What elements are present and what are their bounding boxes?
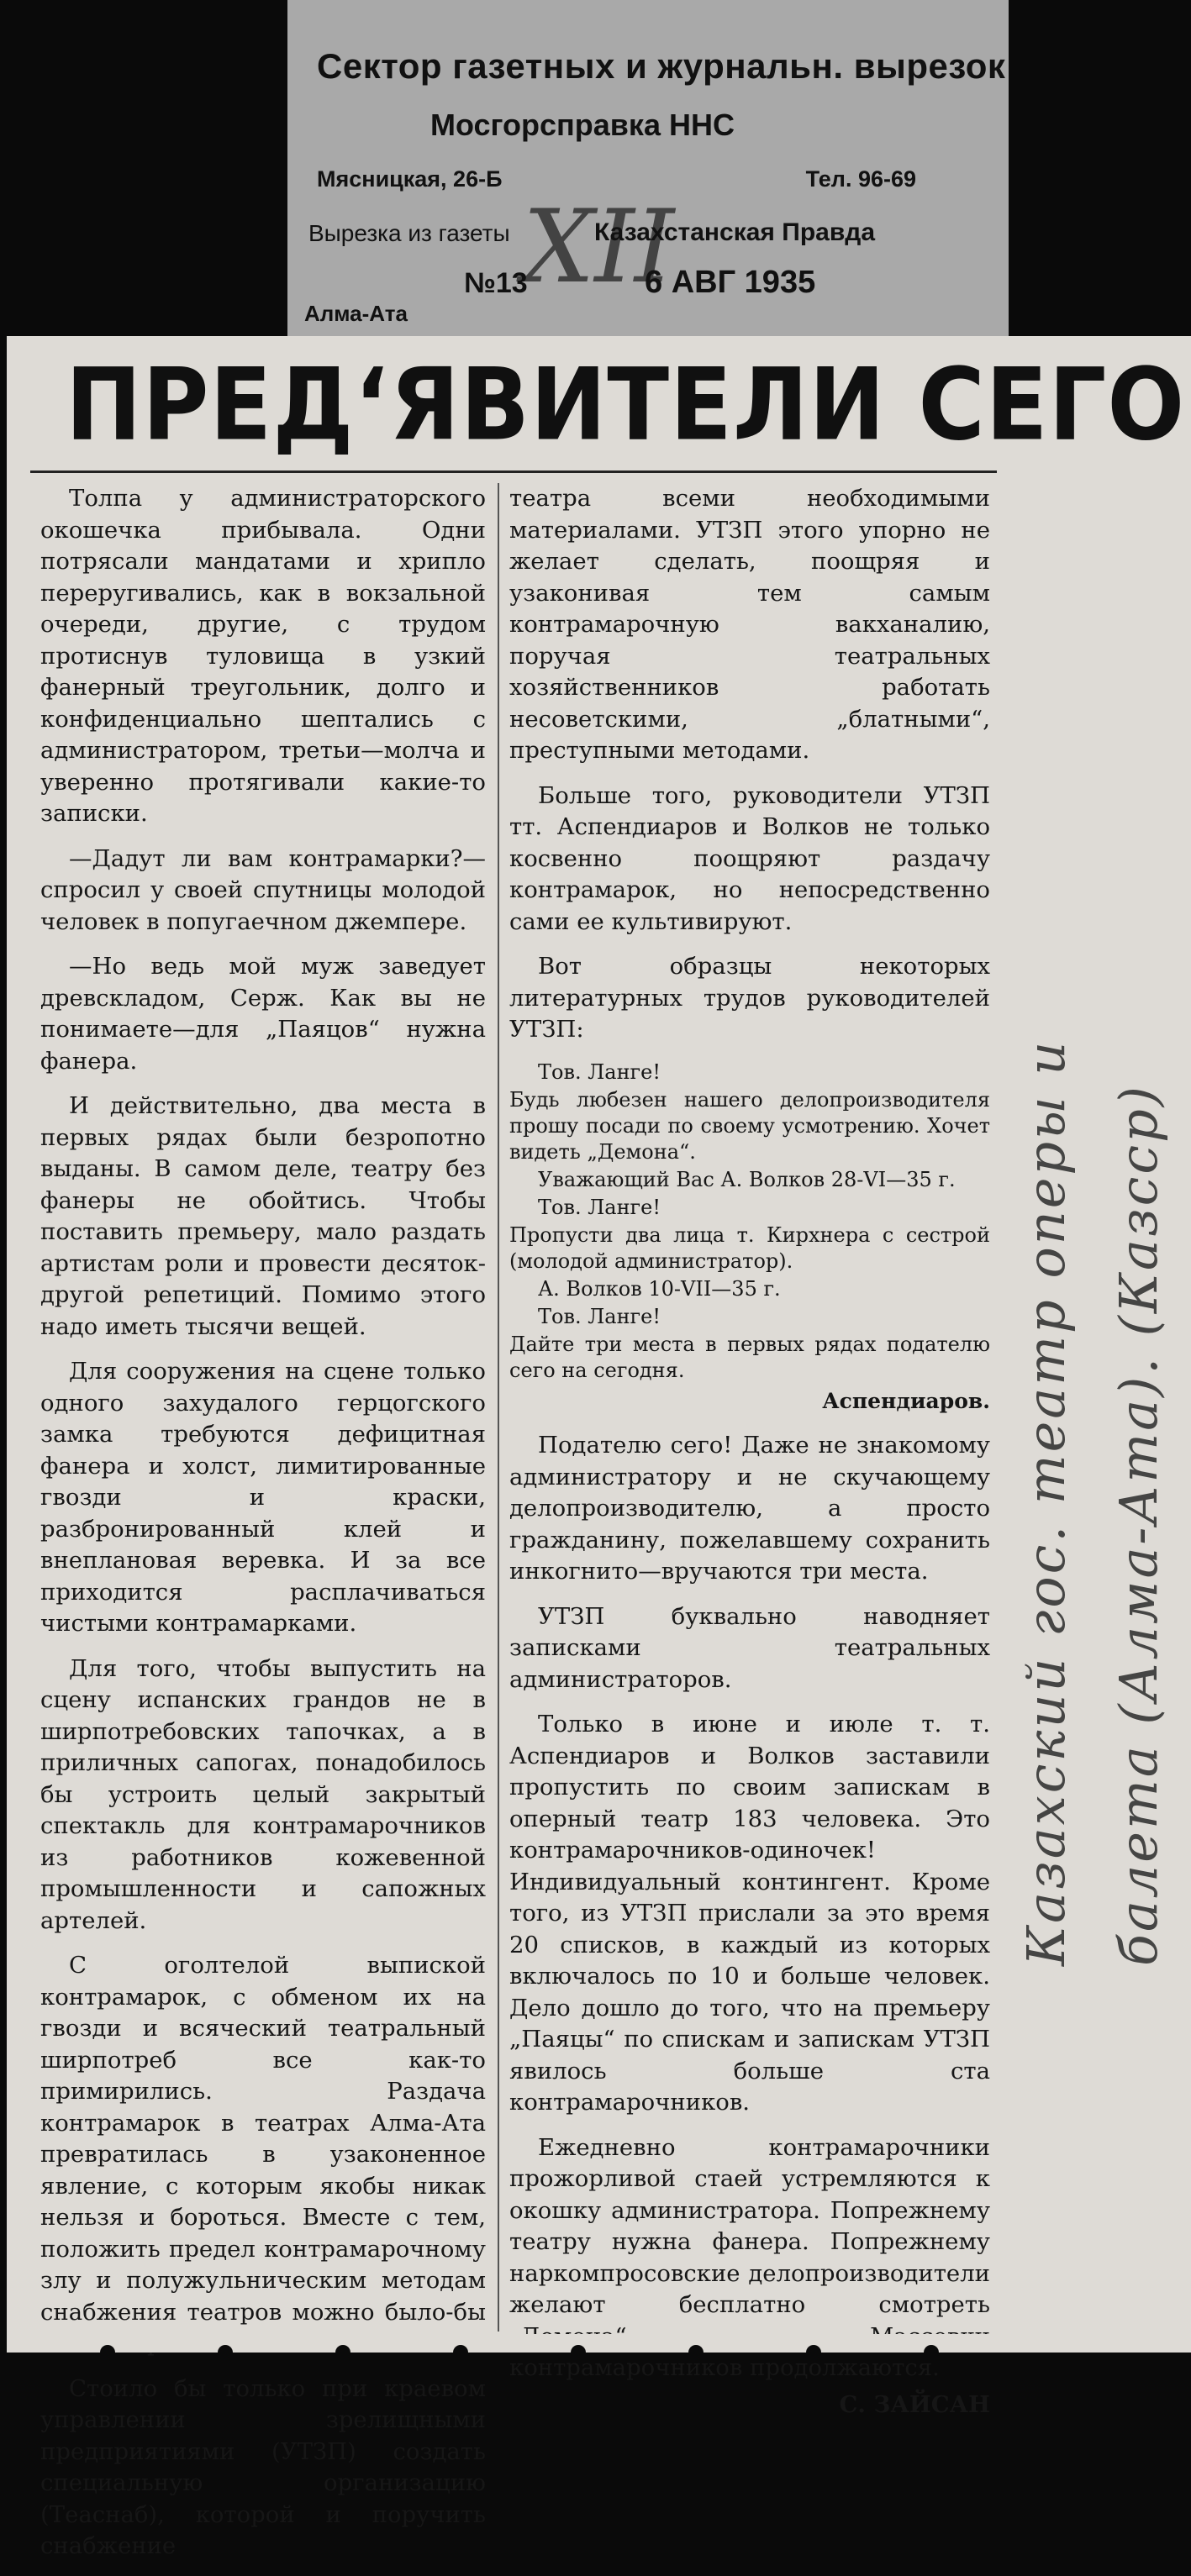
paragraph: Только в июне и июле т. т. Аспендиаров и Волков заставили пропустить по своим запискам в оперный театр 183 человека. Это контрамарочников-одиночек! Индивидуальный контингент. Кроме того, из УТЗП прислали за это время 20 списков, в каждый из которых включалось по 10 и больше человек. Дело дошло до того, что на премьеру „Паяцы“ по спискам и запискам УТЗП явилось больше ста контрамарочников. <box>509 1711 990 2116</box>
note-salutation: Тов. Ланге! <box>538 1304 661 1328</box>
stamp-date: 6 АВГ 1935 <box>645 265 816 300</box>
note-signature: А. Волков 10-VII—35 г. <box>538 1276 781 1301</box>
handwritten-margin-note: Казахский гос. театр оперы и балета (Алма-Ата). (Казсср) <box>1015 1038 1169 1966</box>
note-signature: Уважающий Вас А. Волков 28-VI—35 г. <box>538 1167 956 1191</box>
paragraph: УТЗП буквально наводняет записками театральных администраторов. <box>509 1602 990 1693</box>
stamp-phone: Тел. 96-69 <box>805 166 916 192</box>
note-body: Пропусти два лица т. Кирхнера с сестрой (молодой администратор). <box>509 1222 990 1273</box>
newspaper-clipping <box>7 336 1191 2559</box>
article-column-1 <box>40 483 486 2576</box>
paragraph: Вот образцы некоторых литературных трудов руководителей УТЗП: <box>509 953 990 1043</box>
stamp-agency: Мосгорсправка ННС <box>430 108 735 142</box>
archive-stamp <box>287 0 1009 336</box>
perforation-edge <box>7 2334 1191 2353</box>
paragraph: Толпа у администраторского окошечка прибывала. Одни потрясали мандатами и хрипло переругивались, как в вокзальной очереди, другие, с трудом протиснув туловища в узкий фанерный треугольник, долго и конфиденциально шептались с администратором, третьи—молча и уверенно протягивали какие-то записки. <box>40 485 486 827</box>
paragraph: Ежедневно контрамарочники прожорливой стаей устремляются к окошку администратора. Попрежнему театру нужна фанера. Попрежнему наркомпросовские делопроизводители желают бесплатно смотреть контрамарочников продолжаются. <box>509 2133 990 2381</box>
stamp-address: Мясницкая, 26-Б <box>317 166 503 192</box>
paragraph: Для того, чтобы выпустить на сцену испанских грандов не в ширпотребовских тапочках, а в приличных сапогах, понадобилось бы устроить целый закрытый спектакль для контрамарочников из работников кожевенной промышленности и сапожных артелей. <box>40 1654 486 1934</box>
stamp-handwritten-mark: XII <box>523 189 675 306</box>
note-body: Дайте три места в первых рядах подателю сего на сегодня. <box>509 1332 990 1382</box>
paragraph: Подателю сего! Даже не знакомому администратору и не скучающему делопроизводителю, а просто гражданину, пожелавшему сохранить инкогнито—вручаются три места. <box>509 1432 990 1585</box>
column-divider <box>498 483 499 2332</box>
headline-rule <box>30 471 997 473</box>
paragraph: —Но ведь мой муж заведует древскладом, Серж. Как вы не понимаете—для „Паяцов“ нужна фанера. <box>40 953 486 1075</box>
paragraph: театра всеми необходимыми материалами. УТЗП этого упорно не желает сделать, поощряя и узаконивая тем самым контрамарочную вакханалию, поручая театральных хозяйственников работать несоветскими, „блатными“, преступными методами. <box>509 485 990 764</box>
author-signature: С. ЗАЙСАН <box>839 2390 990 2418</box>
stamp-issue-number: №13 <box>464 267 528 299</box>
paragraph: Больше того, руководители УТЗП тт. Аспендиаров и Волков не только косвенно поощряют раздачу контрамарок, но непосредственно сами ее культивируют. <box>509 781 990 935</box>
paragraph: Стоило бы только при краевом управлении зрелищными предприятиями (УТЗП) создать специальную организацию (Теаснаб), которой и поручить снабжение <box>40 2374 486 2559</box>
note-body: Будь любезен нашего делопроизводителя прошу посади по своему усмотрению. Хочет видеть „Демона“. <box>509 1087 990 1164</box>
paragraph: С оголтелой выпиской контрамарок, с обменом их на гвозди и всяческий театральный ширпотреб все как-то примирились. Раздача контрамарок в театрах Алма-Ата превратилась в узаконенное явление, с которым якобы никак нельзя и бороться. Вместе с тем, положить предел контрамарочному злу и полужульническим методам снабжения театров можно было-бы <box>40 1952 486 2326</box>
note-salutation: Тов. Ланге! <box>538 1195 661 1219</box>
stamp-sector-title: Сектор газетных и журнальн. вырезок <box>317 46 1006 86</box>
paragraph: —Дадут ли вам контрамарки?— спросил у своей спутницы молодой человек в попугаечном джемпере. <box>40 844 486 935</box>
stamp-cut-label: Вырезка из газеты <box>308 220 510 246</box>
article-headline: ПРЕДʻЯВИТЕЛИ СЕГО <box>66 347 1186 464</box>
note-salutation: Тов. Ланге! <box>538 1059 661 1084</box>
stamp-newspaper-name: Казахстанская Правда <box>594 218 876 246</box>
note-signature: Аспендиаров. <box>822 1388 990 1413</box>
stamp-city: Алма-Ата <box>304 301 408 326</box>
paragraph: Для сооружения на сцене только одного захудалого герцогского замка требуются дефицитная фанера и холст, лимитированные гвозди и краски, разбронированный клей и внеплановая веревка. И за все приходится расплачиваться чистыми контрамарками. <box>40 1358 486 1637</box>
paragraph: И действительно, два места в первых рядах были безропотно выданы. В самом деле, театру без фанеры не обойтись. Чтобы поставить премьеру, мало раздать артистам роли и провести десяток-другой репетиций. Помимо этого надо иметь тысячи вещей. <box>40 1092 486 1340</box>
article-column-2 <box>509 483 990 2434</box>
